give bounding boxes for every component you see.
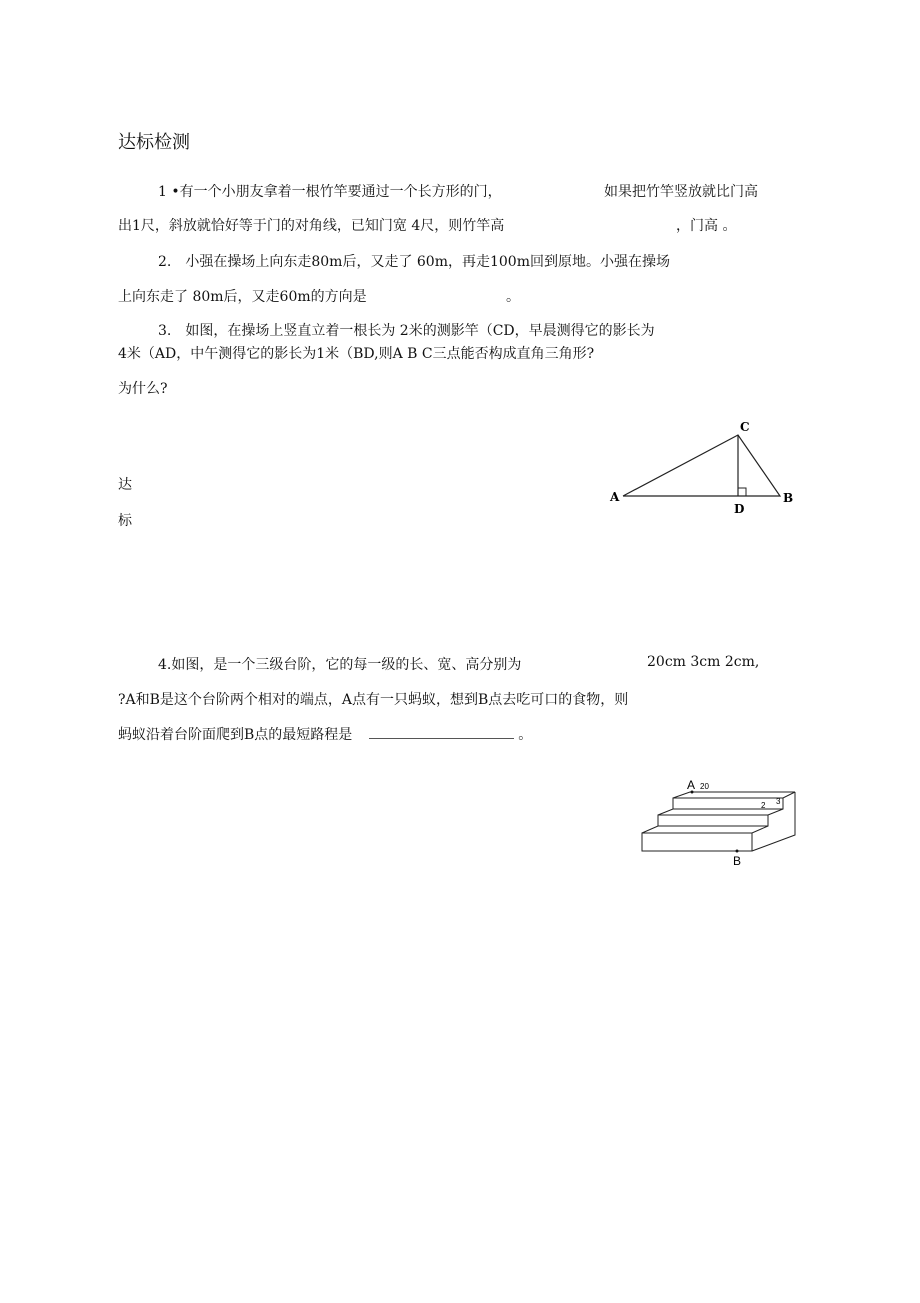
label-b: B bbox=[733, 854, 742, 868]
label-b: B bbox=[783, 491, 794, 505]
stairs-figure bbox=[635, 775, 805, 870]
q2-line2: 上向东走了 80m后，又走60m的方向是 bbox=[118, 289, 367, 305]
q4-line1-part1: 4.如图，是一个三级台阶，它的每一级的长、宽、高分别为 bbox=[158, 657, 522, 673]
q4-line1-part2: 20cm 3cm 2cm, bbox=[647, 654, 760, 670]
label-width: 3 bbox=[776, 797, 781, 806]
q3-line3: 为什么? bbox=[118, 381, 168, 397]
step-1-front bbox=[642, 833, 752, 851]
section-title: 达标检测 bbox=[118, 132, 190, 153]
step-3-front bbox=[673, 798, 783, 809]
label-c: C bbox=[740, 420, 750, 434]
label-d: D bbox=[734, 502, 745, 516]
label-height: 2 bbox=[761, 801, 766, 810]
stairs-drawing bbox=[642, 792, 795, 851]
q2-line2-end: 。 bbox=[506, 289, 520, 305]
q1-line2-part1: 出1尺，斜放就恰好等于门的对角线，已知门宽 4尺，则竹竿高 bbox=[118, 218, 505, 234]
label-a: A bbox=[687, 778, 696, 792]
triangle-outline bbox=[623, 435, 780, 496]
q4-line2: ?A和B是这个台阶两个相对的端点，A点有一只蚂蚁，想到B点去吃可口的食物，则 bbox=[118, 692, 629, 708]
q2-line1: 2. 小强在操场上向东走80m后，又走了 60m，再走100m回到原地。小强在操场 bbox=[158, 254, 670, 270]
triangle-figure bbox=[605, 418, 805, 523]
q4-line3 bbox=[118, 724, 532, 744]
q1-line1-part1: 1 •有一个小朋友拿着一根竹竿要通过一个长方形的门， bbox=[158, 184, 502, 200]
q4-line3-end: 。 bbox=[518, 727, 533, 743]
point-b bbox=[736, 850, 739, 853]
q1-line1-part2: 如果把竹竿竖放就比门高 bbox=[604, 184, 758, 200]
label-length: 20 bbox=[700, 782, 709, 791]
q3-line1: 3. 如图，在操场上竖直立着一根长为 2米的测影竿（CD，早晨测得它的影长为 bbox=[158, 323, 655, 339]
q4-line3-text: 蚂蚁沿着台阶面爬到B点的最短路程是 bbox=[118, 727, 353, 743]
right-angle-mark bbox=[738, 488, 746, 496]
side-char-2: 标 bbox=[118, 513, 132, 529]
step-2-front bbox=[658, 815, 768, 826]
step-1-top bbox=[642, 826, 768, 833]
side-char-1: 达 bbox=[118, 477, 132, 493]
label-a: A bbox=[610, 490, 620, 504]
answer-blank[interactable] bbox=[369, 726, 514, 739]
q3-line2: 4米（AD，中午测得它的影长为1米（BD,则A B C三点能否构成直角三角形? bbox=[118, 346, 595, 362]
q1-line2-part2: ，门高 。 bbox=[676, 218, 737, 234]
